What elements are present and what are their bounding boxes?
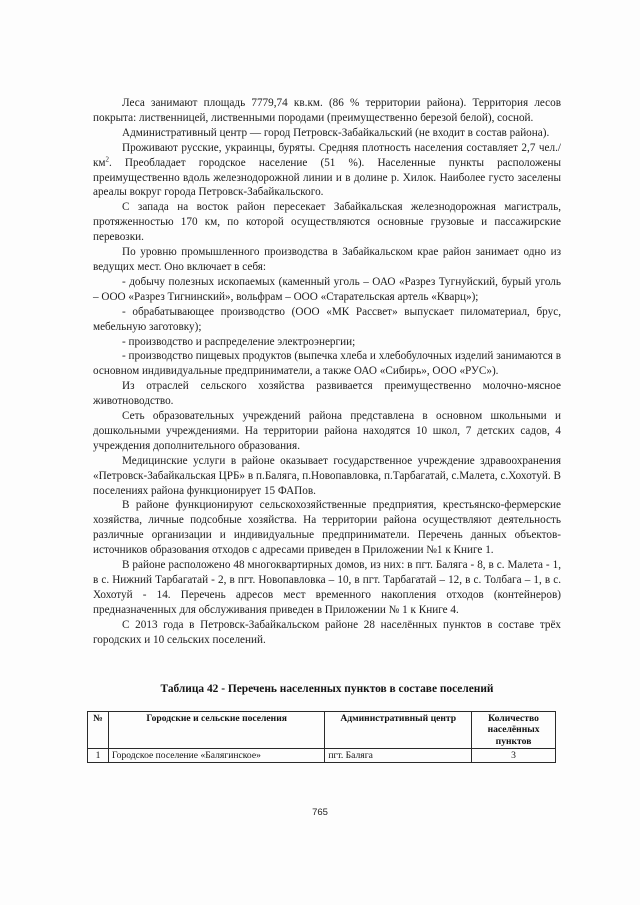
paragraph-part: Проживают русские, украинцы, буряты. Средняя плотность населения составляет 2,7 чел./км	[93, 141, 561, 169]
cell-count: 3	[472, 749, 556, 763]
paragraph: Медицинские услуги в районе оказывает государственное учреждение здравоохранения «Петровск-Забайкальская ЦРБ» в п.Баляга, п.Новопавловка, п.Тарбагатай, с.Малета, с.Хохотуй. В поселениях района функционирует 15 ФАПов.	[93, 454, 561, 497]
cell-number: 1	[88, 749, 109, 763]
paragraph: С 2013 года в Петровск-Забайкальском районе 28 населённых пунктов в составе трёх городских и 10 сельских поселений.	[93, 618, 561, 646]
list-item: - производство пищевых продуктов (выпечка хлеба и хлебобулочных изделий занимаются в основном индивидуальные предприниматели, а также ОАО «Сибирь», ООО «РУС»).	[93, 350, 561, 378]
paragraph: Из отраслей сельского хозяйства развивается преимущественно молочно-мясное животноводство.	[93, 380, 561, 408]
table-caption: Таблица 42 - Перечень населенных пунктов в составе поселений	[160, 683, 494, 695]
superscript: 2	[105, 154, 110, 163]
list-item: - обрабатывающее производство (ООО «МК Рассвет» выпускает пиломатериал, брус, мебельную заготовку);	[93, 305, 561, 333]
header-settlements: Городские и сельские поселения	[108, 712, 324, 749]
settlements-table	[87, 711, 556, 763]
table-row	[88, 749, 556, 763]
table-header-row	[88, 712, 556, 749]
paragraph: С запада на восток район пересекает Забайкальская железнодорожная магистраль, протяженностью 170 км, по которой осуществляются основные грузовые и пассажирские перевозки.	[93, 201, 561, 244]
cell-settlement: Городское поселение «Балягинское»	[108, 749, 324, 763]
paragraph	[93, 141, 561, 201]
paragraph: По уровню промышленного производства в Забайкальском крае район занимает одно из ведущих мест. Оно включает в себя:	[93, 246, 561, 273]
body-text	[93, 96, 561, 648]
paragraph: Леса занимают площадь 7779,74 кв.км. (86 % территории района). Территория лесов покрыта: лиственницей, лиственными породами (преимущественно березой белой), сосной.	[93, 97, 561, 124]
paragraph: В районе функционируют сельскохозяйственные предприятия, крестьянско-фермерские хозяйства, личные подсобные хозяйства. На территории района осуществляют деятельность различные организации и индивидуальные предприниматели. Перечень данных объектов-источников образования отходов с адресами приведен в Приложении №1 к Книге 1.	[93, 499, 561, 557]
header-count: Количество населённых пунктов	[472, 712, 556, 749]
header-number: №	[88, 712, 109, 749]
paragraph-part: . Преобладает городское население (51 %). Населенные пункты расположены преимущественно вдоль железнодорожной линии и в долине р. Хилок. Наиболее густо заселены ареалы вокруг города Петровск-Забайкальского.	[93, 156, 561, 199]
cell-admin-center: пгт. Баляга	[325, 749, 472, 763]
header-admin-center: Административный центр	[325, 712, 472, 749]
page-number: 765	[312, 807, 328, 818]
paragraph: Административный центр — город Петровск-Забайкальский (не входит в состав района).	[122, 126, 550, 139]
paragraph: Сеть образовательных учреждений района представлена в основном школьными и дошкольными учреждениями. На территории района находятся 10 школ, 7 детских садов, 4 учреждения дополнительного образования.	[93, 410, 561, 452]
list-item: - производство и распределение электроэнергии;	[122, 335, 356, 348]
paragraph: В районе расположено 48 многоквартирных домов, из них: в пгт. Баляга - 8, в с. Малета - 1, в с. Нижний Тарбагатай - 2, в пгт. Новопавловка – 10, в пгт. Тарбагатай – 12, в с. Толбага – 1, в с. Хохотуй - 14. Перечень адресов мест временного накопления отходов (контейнеров) предназначенных для обслуживания приведен в Приложении № 1 к Книге 4.	[93, 559, 561, 616]
list-item: - добычу полезных ископаемых (каменный уголь – ОАО «Разрез Тугнуйский, бурый уголь – ООО «Разрез Тигнинский», вольфрам – ООО «Старательская артель «Кварц»);	[93, 275, 561, 303]
